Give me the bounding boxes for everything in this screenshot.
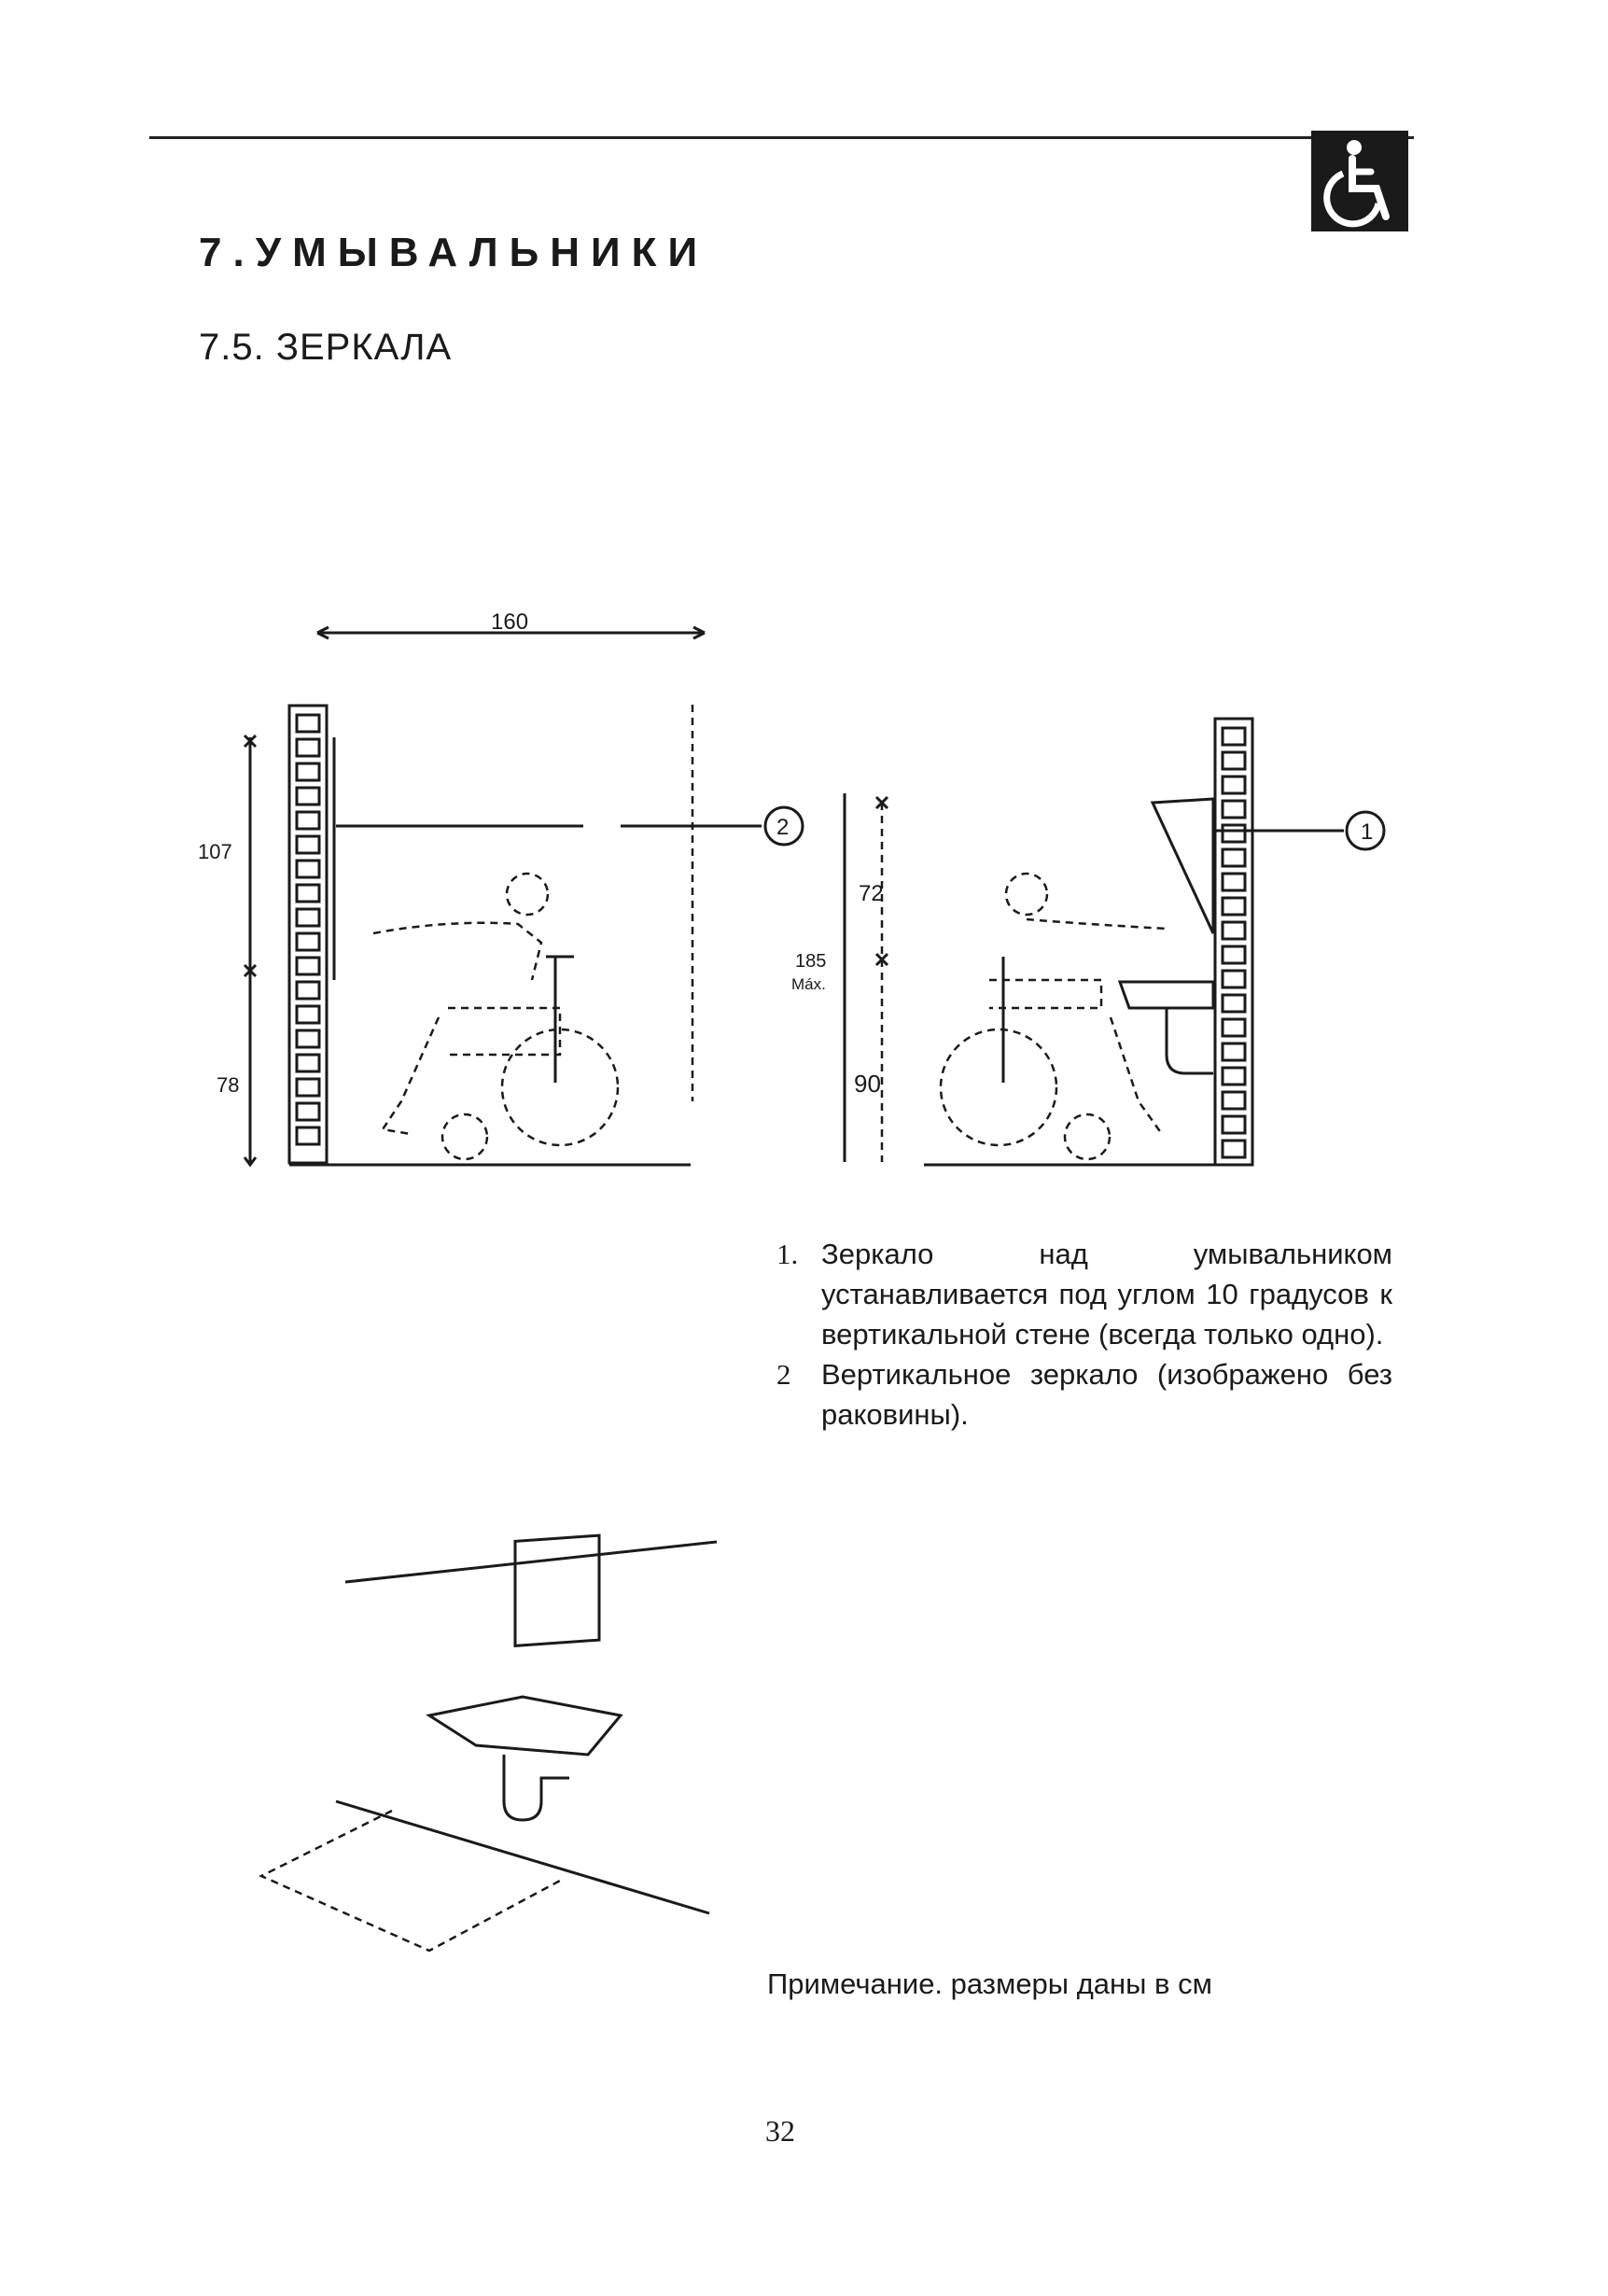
- note-text: Вертикальное зеркало (изображено без раковины).: [821, 1358, 1392, 1431]
- section-title: 7.5. ЗЕРКАЛА: [199, 327, 453, 368]
- right-elevation-diagram: [791, 719, 1384, 1165]
- width-dimension-label: 160: [491, 609, 529, 635]
- notes-list: [776, 1234, 1392, 1435]
- perspective-sink-sketch: [261, 1535, 717, 1951]
- note-number: 2: [776, 1358, 791, 1391]
- chapter-title: 7.УМЫВАЛЬНИКИ: [199, 230, 709, 275]
- upper-dimension-label: 72: [859, 881, 884, 906]
- callout-1-label: 1: [1361, 819, 1374, 845]
- note-item: [776, 1354, 1392, 1435]
- wheelchair-user-figure-right: [941, 874, 1167, 1159]
- lower-height-label: 78: [217, 1073, 240, 1097]
- total-height-max-label: Máx.: [791, 975, 826, 993]
- note-number: 1.: [776, 1238, 799, 1270]
- callout-2-label: 2: [776, 815, 790, 840]
- total-height-label: 185: [795, 951, 827, 972]
- footnote: Примечание. размеры даны в см: [767, 1967, 1212, 2000]
- left-elevation-diagram: [198, 609, 803, 1165]
- upper-height-label: 107: [198, 840, 232, 863]
- brick-wall: [1223, 728, 1245, 1157]
- lower-dimension-label: 90: [854, 1070, 881, 1098]
- note-item: [776, 1234, 1392, 1354]
- page-number: 32: [765, 2114, 795, 2148]
- note-text: Зеркало над умывальником устанавливается под углом 10 градусов к вертикальной стене (всегда только одно).: [821, 1238, 1392, 1351]
- wheelchair-user-figure-left: [373, 874, 618, 1159]
- brick-wall: [297, 715, 319, 1144]
